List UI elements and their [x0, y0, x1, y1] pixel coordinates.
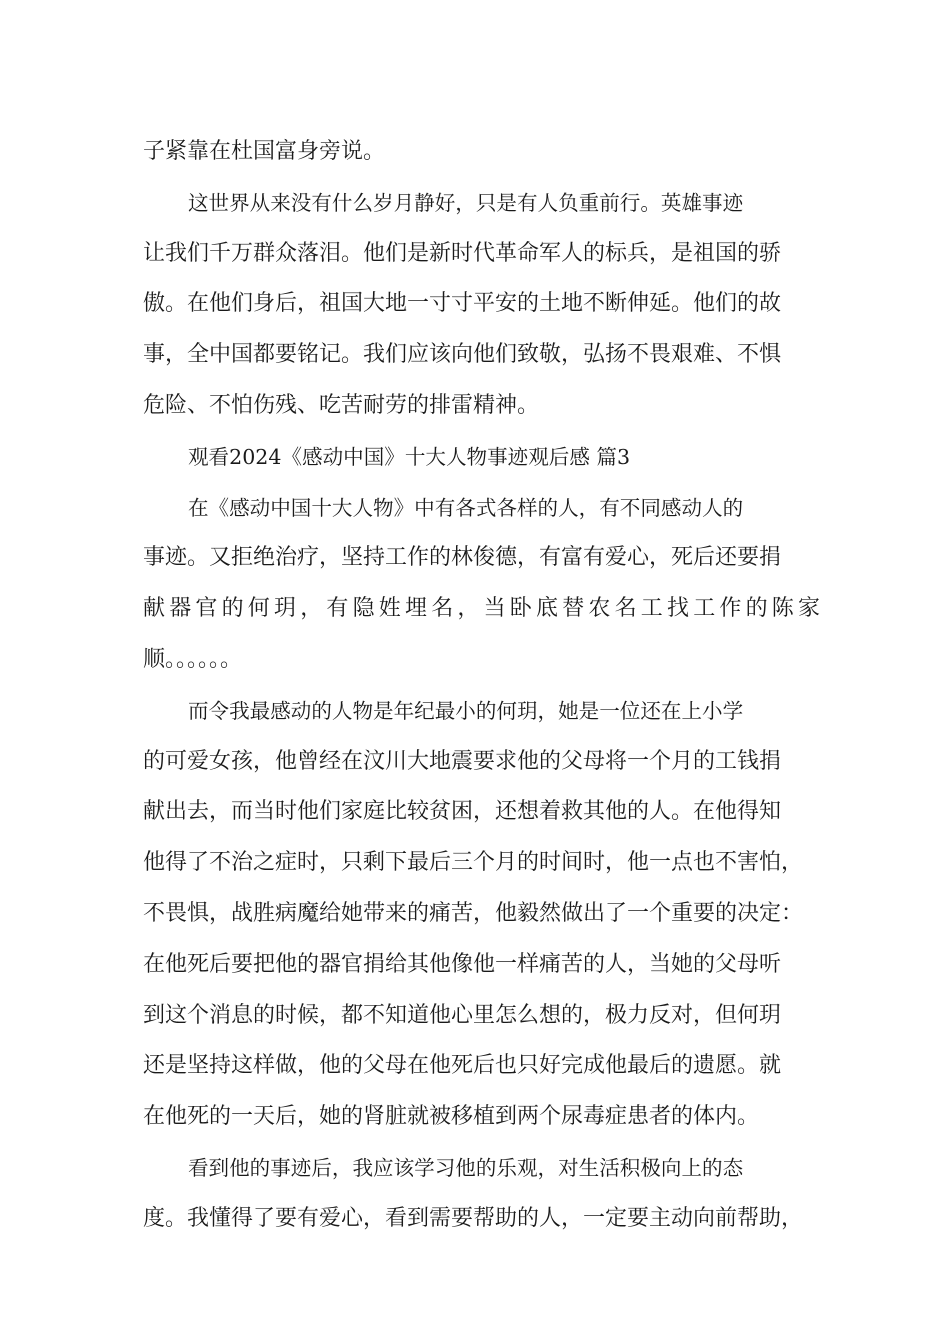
text-line: 不畏惧，战胜病魔给她带来的痛苦，他毅然做出了一个重要的决定：	[143, 900, 804, 926]
section-heading: 观看2024《感动中国》十大人物事迹观后感 篇3	[188, 444, 631, 469]
text-line: 度。我懂得了要有爱心，看到需要帮助的人，一定要主动向前帮助，	[143, 1205, 804, 1231]
paragraph-line: 在《感动中国十大人物》中有各式各样的人，有不同感动人的	[188, 495, 744, 520]
paragraph-line: 而令我最感动的人物是年纪最小的何玥，她是一位还在上小学	[188, 698, 744, 723]
text-line: 危险、不怕伤残、吃苦耐劳的排雷精神。	[143, 392, 540, 418]
text-line: 在他死后要把他的器官捐给其他像他一样痛苦的人，当她的父母听	[143, 951, 782, 977]
text-line: 还是坚持这样做，他的父母在他死后也只好完成他最后的遗愿。就	[143, 1053, 782, 1079]
text-line: 他得了不治之症时，只剩下最后三个月的时间时，他一点也不害怕，	[143, 850, 804, 876]
text-line: 在他死的一天后，她的肾脏就被移植到两个尿毒症患者的体内。	[143, 1104, 760, 1130]
body-text	[143, 127, 833, 1245]
text-line: 子紧靠在杜国富身旁说。	[143, 139, 386, 164]
text-line: 献器官的何玥，有隐姓埋名，当卧底替农名工找工作的陈家	[143, 596, 825, 622]
paragraph-line: 这世界从来没有什么岁月静好，只是有人负重前行。英雄事迹	[188, 190, 744, 215]
paragraph-line: 看到他的事迹后，我应该学习他的乐观，对生活积极向上的态	[188, 1155, 744, 1180]
text-line: 献出去，而当时他们家庭比较贫困，还想着救其他的人。在他得知	[143, 799, 782, 825]
text-line: 事，全中国都要铭记。我们应该向他们致敬，弘扬不畏艰难、不惧	[143, 342, 782, 368]
text-line: 顺。。。。。。	[143, 646, 243, 672]
text-line: 的可爱女孩，他曾经在汶川大地震要求他的父母将一个月的工钱捐	[143, 748, 782, 774]
text-line: 傲。在他们身后，祖国大地一寸寸平安的土地不断伸延。他们的故	[143, 291, 782, 317]
text-line: 事迹。又拒绝治疗，坚持工作的林俊德，有富有爱心，死后还要捐	[143, 545, 782, 571]
text-line: 到这个消息的时候，都不知道他心里怎么想的，极力反对，但何玥	[143, 1002, 782, 1028]
text-line: 让我们千万群众落泪。他们是新时代革命军人的标兵，是祖国的骄	[143, 240, 782, 266]
